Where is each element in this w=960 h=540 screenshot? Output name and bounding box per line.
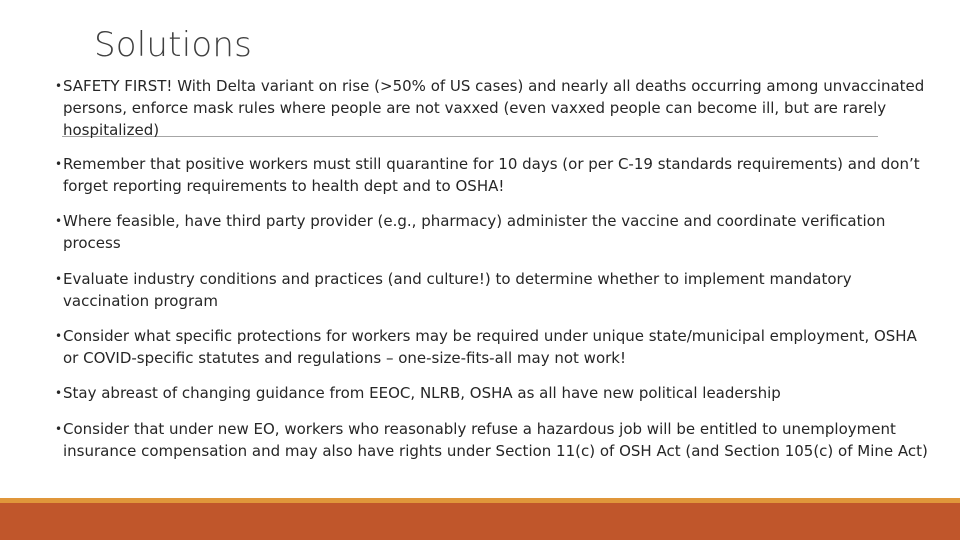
- bullet-item-evaluate: [55, 268, 935, 312]
- bullet-text: Stay abreast of changing guidance from EEOC, NLRB, OSHA as all have new political leadership: [63, 384, 781, 402]
- bullet-text: Remember that positive workers must still quarantine for 10 days (or per C-19 standards requirements) and don’t forget reporting requirements to health dept and to OSHA!: [63, 155, 920, 195]
- bullet-dot-icon: •: [55, 79, 63, 93]
- bullet-item-protections: [55, 325, 935, 369]
- footer-bar: [0, 498, 960, 540]
- bullet-text: Consider that under new EO, workers who reasonably refuse a hazardous job will be entitled to unemployment insurance compensation and may also have rights under Section 11(c) of OSH Act (and Section 105(c) of Mine Act): [63, 420, 928, 460]
- bullet-text: Evaluate industry conditions and practices (and culture!) to determine whether to implement mandatory vaccination program: [63, 270, 852, 310]
- bullet-item-executive-order: [55, 418, 935, 462]
- bullet-dot-icon: •: [55, 157, 63, 171]
- bullet-dot-icon: •: [55, 386, 63, 400]
- bullet-dot-icon: •: [55, 214, 63, 228]
- bullet-text: Where feasible, have third party provider (e.g., pharmacy) administer the vaccine and coordinate verification process: [63, 212, 886, 252]
- bullet-dot-icon: •: [55, 329, 63, 343]
- bullet-item-quarantine: [55, 153, 935, 197]
- bullet-item-safety-first: [55, 75, 935, 141]
- bullet-text: SAFETY FIRST! With Delta variant on rise (>50% of US cases) and nearly all deaths occurring among unvaccinated persons, enforce mask rules where people are not vaxxed (even vaxxed people can become ill, but are rarely hospitalized): [63, 77, 925, 139]
- bullet-dot-icon: •: [55, 272, 63, 286]
- bullet-item-guidance: [55, 382, 935, 404]
- slide-title: Solutions: [94, 25, 253, 65]
- bullet-text: Consider what specific protections for workers may be required under unique state/municipal employment, OSHA or COVID-specific statutes and regulations – one-size-fits-all may not work!: [63, 327, 917, 367]
- bullet-item-third-party: [55, 210, 935, 254]
- bullet-dot-icon: •: [55, 422, 63, 436]
